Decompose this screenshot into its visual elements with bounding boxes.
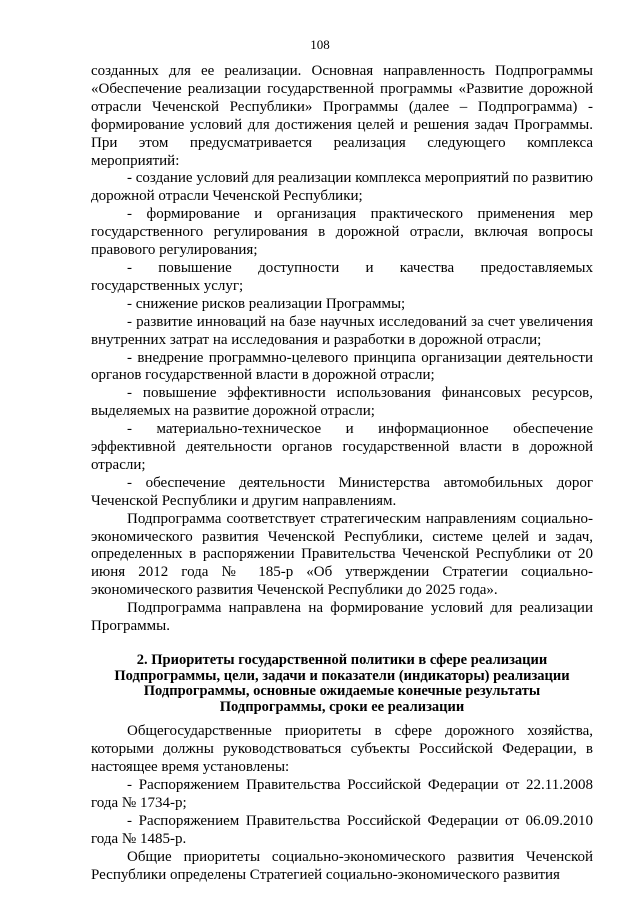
paragraph: - Распоряжением Правительства Российской Федерации от 22.11.2008 года № 1734-р; — [91, 777, 593, 811]
document-body — [91, 63, 593, 885]
paragraph: Общие приоритеты социально-экономического развития Чеченской Республики определены Стратегией социально-экономического развития — [91, 848, 593, 883]
paragraph: - материально-техническое и информационное обеспечение эффективной деятельности органов государственной власти в дорожной отрасли; — [91, 421, 593, 473]
paragraphs-bottom — [91, 723, 593, 884]
section-heading: 2. Приоритеты государственной политики в сфере реализации Подпрограммы, цели, задачи и показатели (индикаторы) реализации Подпрограммы, основные ожидаемые конечные результаты Подпрограммы, сроки ее реализации — [114, 652, 570, 715]
paragraph: - обеспечение деятельности Министерства автомобильных дорог Чеченской Республики и другим направлениям. — [91, 474, 593, 509]
paragraph: - внедрение программно-целевого принципа организации деятельности органов государственной власти в дорожной отрасли; — [91, 349, 593, 384]
paragraph: - Распоряжением Правительства Российской Федерации от 06.09.2010 года № 1485-р. — [91, 812, 593, 847]
paragraph: Подпрограмма соответствует стратегическим направлениям социально-экономического развития Чеченской Республики, системе целей и задач, определенных в распоряжении Правительства Чеченской Республики от 20 июня 2012 года № 185-р «Об утверждении Стратегии социально-экономического развития Чеченской Республики до 2025 года». — [91, 510, 593, 599]
paragraph: - создание условий для реализации комплекса мероприятий по развитию дорожной отрасли Чеченской Республики; — [91, 170, 593, 205]
paragraphs-top — [91, 63, 593, 636]
page-number: 108 — [310, 37, 330, 52]
paragraph: - повышение доступности и качества предоставляемых государственных услуг; — [91, 259, 593, 294]
paragraph: созданных для ее реализации. Основная направленность Подпрограммы «Обеспечение реализации государственной программы «Развитие дорожной отрасли Чеченской Республики» Программы (далее – Подпрограмма) - формирование условий для достижения целей и решения задач Программы. При этом предусматривается реализация следующего комплекса мероприятий: — [91, 63, 593, 169]
paragraph: Подпрограмма направлена на формирование условий для реализации Программы. — [91, 600, 593, 635]
paragraph: Общегосударственные приоритеты в сфере дорожного хозяйства, которыми должны руководствоваться субъекты Российской Федерации, в настоящее время установлены: — [91, 723, 593, 776]
paragraph: - снижение рисков реализации Программы; — [127, 295, 406, 312]
paragraph: - развитие инноваций на базе научных исследований за счет увеличения внутренних затрат на исследования и разработки в дорожной отрасли; — [91, 313, 593, 348]
paragraph: - повышение эффективности использования финансовых ресурсов, выделяемых на развитие дорожной отрасли; — [91, 385, 593, 420]
paragraph: - формирование и организация практического применения мер государственного регулирования в дорожной отрасли, включая вопросы правового регулирования; — [91, 206, 593, 259]
